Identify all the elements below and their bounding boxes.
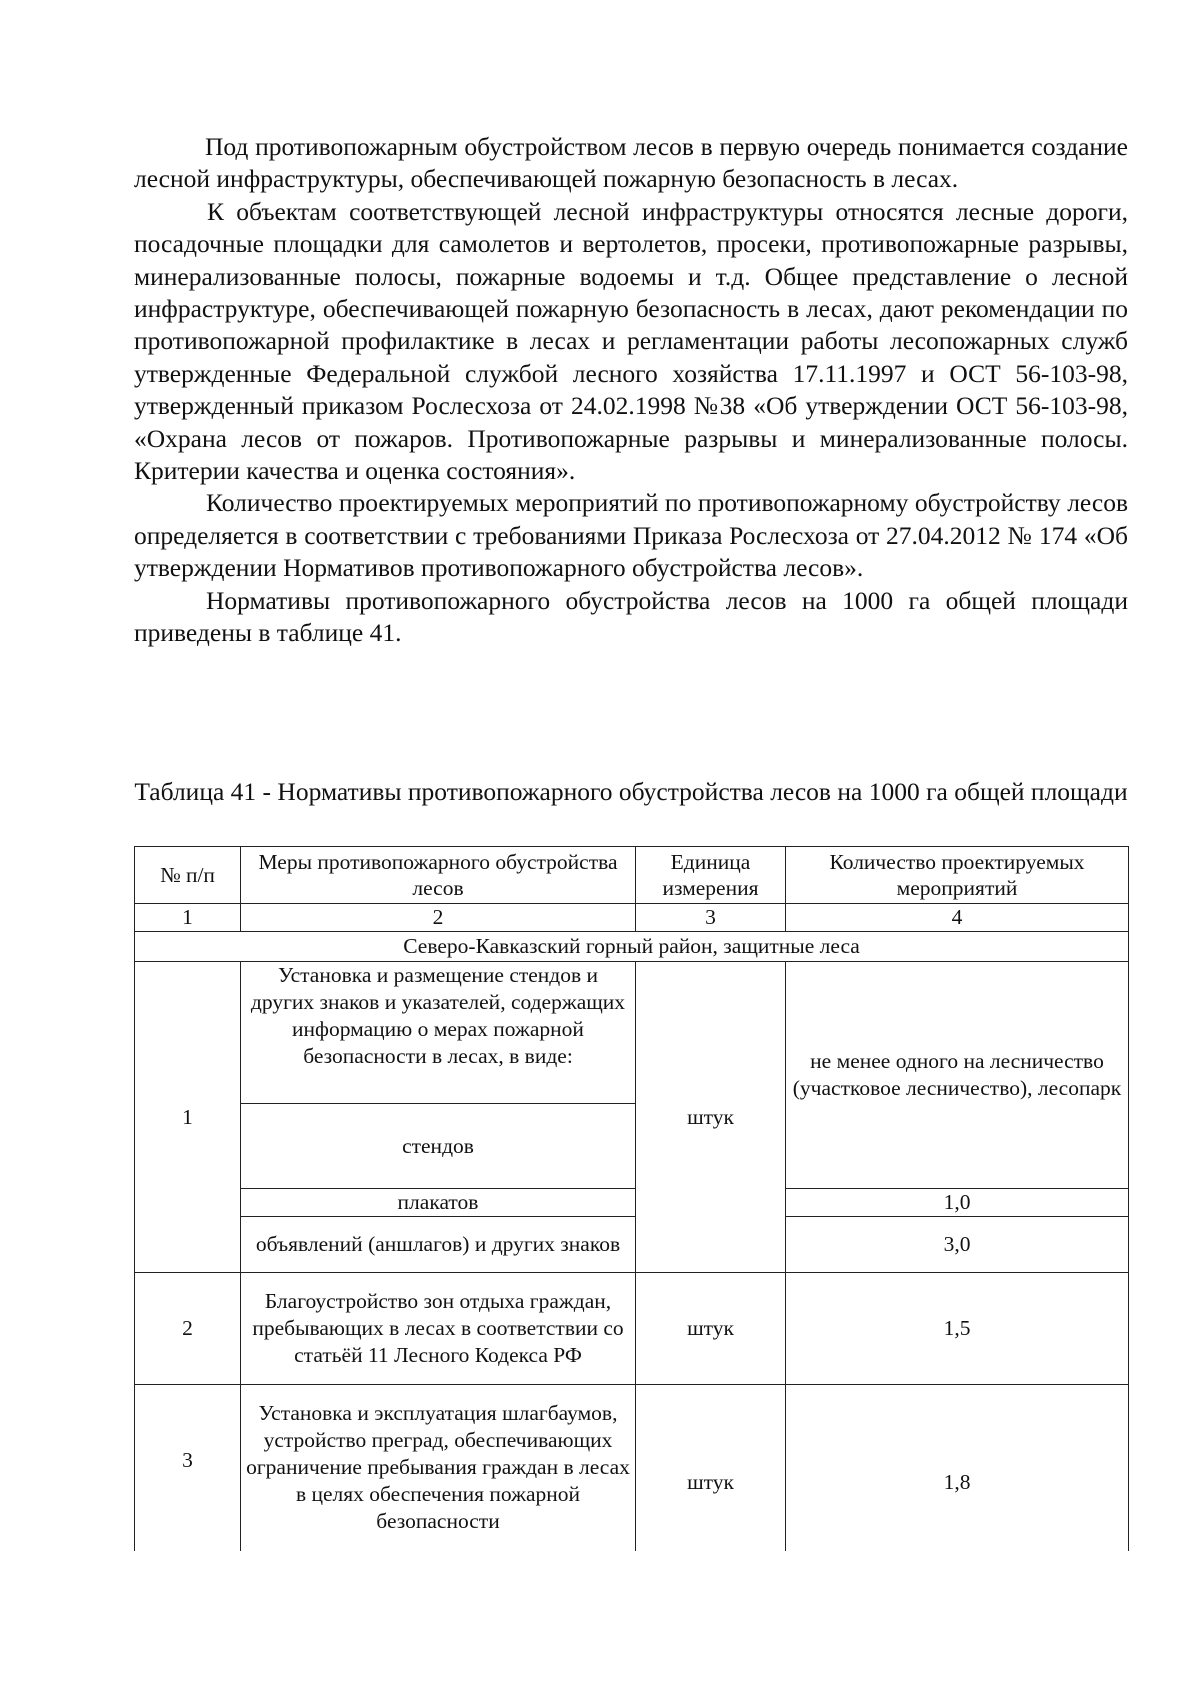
- row-3-unit: штук: [636, 1385, 786, 1551]
- header-num: № п/п: [135, 847, 241, 904]
- table-caption: Таблица 41 - Нормативы противопожарного обустройства лесов на 1000 га общей площади: [134, 777, 1128, 806]
- row-3-num: 3: [135, 1385, 241, 1551]
- paragraph-2: К объектам соответствующей лесной инфраструктуры относятся лесные дороги, посадочные площадки для самолетов и вертолетов, просеки, противопожарные разрывы, минерализованные полосы, пожарные водоемы и т.д. Общее представление о лесной инфраструктуре, обеспечивающей пожарную безопасность в лесах, дают рекомендации по противопожарной профилактике в лесах и регламентации работы лесопожарных служб утвержденные Федеральной службой лесного хозяйства 17.11.1997 и ОСТ 56-103-98, утвержденный приказом Рослесхоза от 24.02.1998 №38 «Об утверждении ОСТ 56-103-98, «Охрана лесов от пожаров. Противопожарные разрывы и минерализованные полосы. Критерии качества и оценка состояния».: [134, 196, 1128, 486]
- column-number: 2: [241, 904, 636, 932]
- paragraph-3: Количество проектируемых мероприятий по противопожарному обустройству лесов определяется в соответствии с требованиями Приказа Рослесхоза от 27.04.2012 № 174 «Об утверждении Нормативов противопожарного обустройства лесов».: [134, 488, 1128, 583]
- row-1-unit: штук: [636, 962, 786, 1273]
- row-3-measure: Установка и эксплуатация шлагбаумов, устройство преград, обеспечивающих ограничение пребывания граждан в лесах в целях обеспечения пожарной безопасности: [241, 1385, 636, 1551]
- column-number: 1: [135, 904, 241, 932]
- row-1-measure: Установка и размещение стендов и других знаков и указателей, содержащих информацию о мерах пожарной безопасности в лесах, в виде:: [241, 962, 636, 1104]
- norms-table: [134, 846, 1129, 1551]
- row-2-unit: штук: [636, 1273, 786, 1385]
- row-1-num: 1: [135, 962, 241, 1273]
- section-row: Северо-Кавказский горный район, защитные леса: [135, 932, 1129, 962]
- header-unit: Единица измерения: [636, 847, 786, 904]
- paragraph-4: Нормативы противопожарного обустройства лесов на 1000 га общей площади приведены в таблице 41.: [134, 585, 1128, 648]
- body-text: [134, 131, 1128, 650]
- header-measures: Меры противопожарного обустройства лесов: [241, 847, 636, 904]
- paragraph-1: Под противопожарным обустройством лесов в первую очередь понимается создание лесной инфраструктуры, обеспечивающей пожарную безопасность в лесах.: [134, 132, 1128, 194]
- header-quantity: Количество проектируемых мероприятий: [786, 847, 1129, 904]
- column-number: 4: [786, 904, 1129, 932]
- row-2-measure: Благоустройство зон отдыха граждан, пребывающих в лесах в соответствии со статьёй 11 Лесного Кодекса РФ: [241, 1273, 636, 1385]
- row-1-subitem: объявлений (аншлагов) и других знаков: [241, 1217, 636, 1273]
- row-1-subitem-quantity: 3,0: [786, 1217, 1129, 1273]
- column-number: 3: [636, 904, 786, 932]
- row-1-subitem: стендов: [241, 1104, 636, 1189]
- row-3-quantity: 1,8: [786, 1385, 1129, 1551]
- row-1-quantity: не менее одного на лесничество (участковое лесничество), лесопарк: [786, 962, 1129, 1189]
- row-2-num: 2: [135, 1273, 241, 1385]
- row-1-subitem-quantity: 1,0: [786, 1189, 1129, 1217]
- row-1-subitem: плакатов: [241, 1189, 636, 1217]
- row-2-quantity: 1,5: [786, 1273, 1129, 1385]
